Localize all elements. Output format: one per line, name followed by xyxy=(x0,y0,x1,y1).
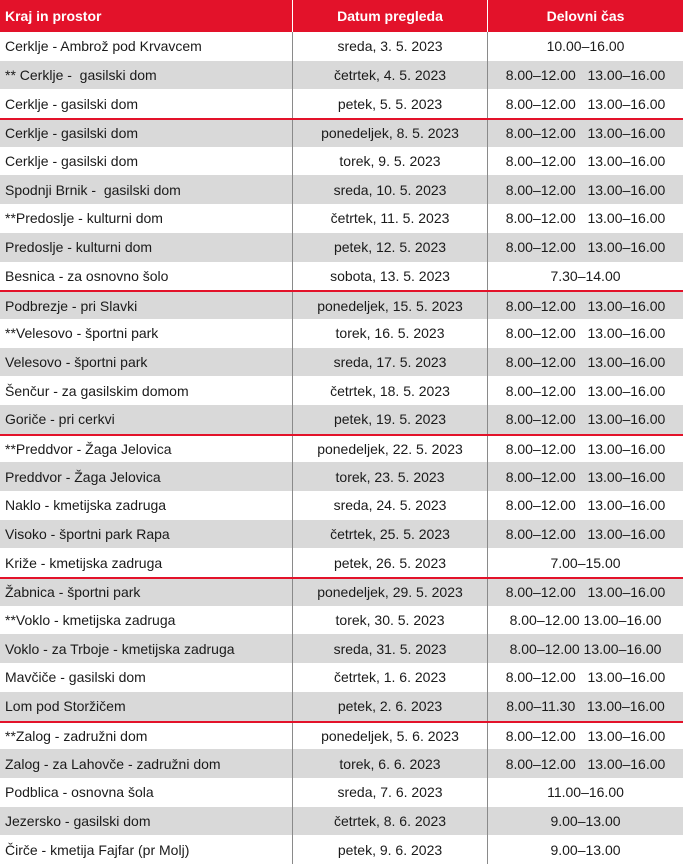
place-cell: **Preddvor - Žaga Jelovica xyxy=(0,436,293,463)
place-cell: Spodnji Brnik - gasilski dom xyxy=(0,175,293,204)
date-cell: sreda, 24. 5. 2023 xyxy=(293,491,488,520)
table-row xyxy=(0,434,683,463)
table-row xyxy=(0,778,683,807)
hours-cell: 7.00–15.00 xyxy=(550,554,621,571)
hours-cell: 11.00–16.00 xyxy=(547,784,624,801)
place-cell: Mavčiče - gasilski dom xyxy=(0,663,293,692)
date-cell: torek, 9. 5. 2023 xyxy=(293,147,488,176)
date-cell: torek, 6. 6. 2023 xyxy=(293,749,488,778)
table-header xyxy=(0,0,683,32)
place-cell: **Zalog - zadružni dom xyxy=(0,723,293,750)
place-cell: Cerklje - Ambrož pod Krvavcem xyxy=(0,32,293,61)
date-cell: ponedeljek, 5. 6. 2023 xyxy=(293,723,488,750)
hours-cell: 10.00–16.00 xyxy=(546,38,625,55)
table-row xyxy=(0,376,683,405)
table-body xyxy=(0,32,683,864)
place-cell: Goriče - pri cerkvi xyxy=(0,405,293,434)
hours-cell: 8.00–12.00 13.00–16.00 xyxy=(505,181,666,198)
hours-cell: 8.00–12.00 13.00–16.00 xyxy=(505,382,666,399)
date-cell: petek, 9. 6. 2023 xyxy=(293,835,488,864)
date-cell: ponedeljek, 22. 5. 2023 xyxy=(293,436,488,463)
place-cell: Cerklje - gasilski dom xyxy=(0,120,293,147)
date-cell: petek, 12. 5. 2023 xyxy=(293,233,488,262)
hours-cell: 8.00–12.00 13.00–16.00 xyxy=(505,727,666,744)
date-cell: torek, 16. 5. 2023 xyxy=(293,319,488,348)
table-row xyxy=(0,462,683,491)
hours-cell: 9.00–13.00 xyxy=(550,812,621,829)
hours-cell: 8.00–12.00 13.00–16.00 xyxy=(509,612,662,629)
place-cell: Jezersko - gasilski dom xyxy=(0,807,293,836)
hours-cell: 8.00–12.00 13.00–16.00 xyxy=(505,325,666,342)
hours-cell: 8.00–12.00 13.00–16.00 xyxy=(505,584,666,601)
date-cell: četrtek, 11. 5. 2023 xyxy=(293,204,488,233)
place-cell: Predoslje - kulturni dom xyxy=(0,233,293,262)
table-row xyxy=(0,749,683,778)
hours-cell: 8.00–12.00 13.00–16.00 xyxy=(505,125,666,142)
date-cell: četrtek, 1. 6. 2023 xyxy=(293,663,488,692)
table-row xyxy=(0,663,683,692)
table-row xyxy=(0,175,683,204)
place-cell: Velesovo - športni park xyxy=(0,348,293,377)
place-cell: Žabnica - športni park xyxy=(0,579,293,606)
hours-cell: 8.00–12.00 13.00–16.00 xyxy=(505,440,666,457)
date-cell: petek, 19. 5. 2023 xyxy=(293,405,488,434)
table-row xyxy=(0,290,683,319)
hours-cell: 8.00–12.00 13.00–16.00 xyxy=(505,468,666,485)
place-cell: Šenčur - za gasilskim domom xyxy=(0,376,293,405)
table-row xyxy=(0,835,683,864)
date-cell: petek, 2. 6. 2023 xyxy=(293,692,488,721)
place-cell: ** Cerklje - gasilski dom xyxy=(0,61,293,90)
hours-cell: 7.30–14.00 xyxy=(550,267,621,284)
table-row xyxy=(0,32,683,61)
table-row xyxy=(0,319,683,348)
table-row xyxy=(0,520,683,549)
hours-cell: 8.00–12.00 13.00–16.00 xyxy=(505,153,666,170)
place-cell: Voklo - za Trboje - kmetijska zadruga xyxy=(0,634,293,663)
hours-cell: 9.00–13.00 xyxy=(550,841,621,858)
date-cell: četrtek, 18. 5. 2023 xyxy=(293,376,488,405)
place-cell: Križe - kmetijska zadruga xyxy=(0,548,293,577)
hours-cell: 8.00–12.00 13.00–16.00 xyxy=(505,95,666,112)
column-header-hours: Delovni čas xyxy=(546,8,625,24)
table-row xyxy=(0,807,683,836)
place-cell: Čirče - kmetija Fajfar (pr Molj) xyxy=(0,835,293,864)
table-row xyxy=(0,118,683,147)
hours-cell: 8.00–12.00 13.00–16.00 xyxy=(505,669,666,686)
date-cell: torek, 30. 5. 2023 xyxy=(293,606,488,635)
table-row xyxy=(0,405,683,434)
date-cell: petek, 26. 5. 2023 xyxy=(293,548,488,577)
date-cell: torek, 23. 5. 2023 xyxy=(293,462,488,491)
date-cell: sreda, 7. 6. 2023 xyxy=(293,778,488,807)
place-cell: **Voklo - kmetijska zadruga xyxy=(0,606,293,635)
table-row xyxy=(0,204,683,233)
date-cell: sreda, 31. 5. 2023 xyxy=(293,634,488,663)
table-row xyxy=(0,348,683,377)
hours-cell: 8.00–12.00 13.00–16.00 xyxy=(509,640,662,657)
place-cell: Cerklje - gasilski dom xyxy=(0,147,293,176)
place-cell: **Predoslje - kulturni dom xyxy=(0,204,293,233)
place-cell: Podbrezje - pri Slavki xyxy=(0,292,293,319)
table-row xyxy=(0,262,683,291)
table-row xyxy=(0,61,683,90)
table-row xyxy=(0,548,683,577)
table-row xyxy=(0,606,683,635)
table-row xyxy=(0,89,683,118)
table-row xyxy=(0,491,683,520)
date-cell: ponedeljek, 15. 5. 2023 xyxy=(293,292,488,319)
table-row xyxy=(0,692,683,721)
table-row xyxy=(0,721,683,750)
place-cell: Besnica - za osnovno šolo xyxy=(0,262,293,291)
date-cell: četrtek, 8. 6. 2023 xyxy=(293,807,488,836)
hours-cell: 8.00–12.00 13.00–16.00 xyxy=(505,353,666,370)
hours-cell: 8.00–12.00 13.00–16.00 xyxy=(505,755,666,772)
date-cell: sobota, 13. 5. 2023 xyxy=(293,262,488,291)
hours-cell: 8.00–12.00 13.00–16.00 xyxy=(505,67,666,84)
hours-cell: 8.00–12.00 13.00–16.00 xyxy=(505,239,666,256)
date-cell: sreda, 3. 5. 2023 xyxy=(293,32,488,61)
place-cell: Zalog - za Lahovče - zadružni dom xyxy=(0,749,293,778)
date-cell: sreda, 10. 5. 2023 xyxy=(293,175,488,204)
hours-cell: 8.00–12.00 13.00–16.00 xyxy=(505,526,666,543)
place-cell: Cerklje - gasilski dom xyxy=(0,89,293,118)
place-cell: Lom pod Storžičem xyxy=(0,692,293,721)
hours-cell: 8.00–12.00 13.00–16.00 xyxy=(505,210,666,227)
table-row xyxy=(0,634,683,663)
place-cell: **Velesovo - športni park xyxy=(0,319,293,348)
date-cell: ponedeljek, 29. 5. 2023 xyxy=(293,579,488,606)
hours-cell: 8.00–12.00 13.00–16.00 xyxy=(505,497,666,514)
place-cell: Podblica - osnovna šola xyxy=(0,778,293,807)
hours-cell: 8.00–11.30 13.00–16.00 xyxy=(506,698,665,715)
date-cell: četrtek, 25. 5. 2023 xyxy=(293,520,488,549)
hours-cell: 8.00–12.00 13.00–16.00 xyxy=(505,297,666,314)
table-row xyxy=(0,147,683,176)
date-cell: sreda, 17. 5. 2023 xyxy=(293,348,488,377)
table-row xyxy=(0,233,683,262)
date-cell: četrtek, 4. 5. 2023 xyxy=(293,61,488,90)
table-row xyxy=(0,577,683,606)
column-header-date: Datum pregleda xyxy=(293,0,488,32)
place-cell: Naklo - kmetijska zadruga xyxy=(0,491,293,520)
place-cell: Visoko - športni park Rapa xyxy=(0,520,293,549)
date-cell: ponedeljek, 8. 5. 2023 xyxy=(293,120,488,147)
place-cell: Preddvor - Žaga Jelovica xyxy=(0,462,293,491)
date-cell: petek, 5. 5. 2023 xyxy=(293,89,488,118)
column-header-place: Kraj in prostor xyxy=(0,0,293,32)
hours-cell: 8.00–12.00 13.00–16.00 xyxy=(505,411,666,428)
